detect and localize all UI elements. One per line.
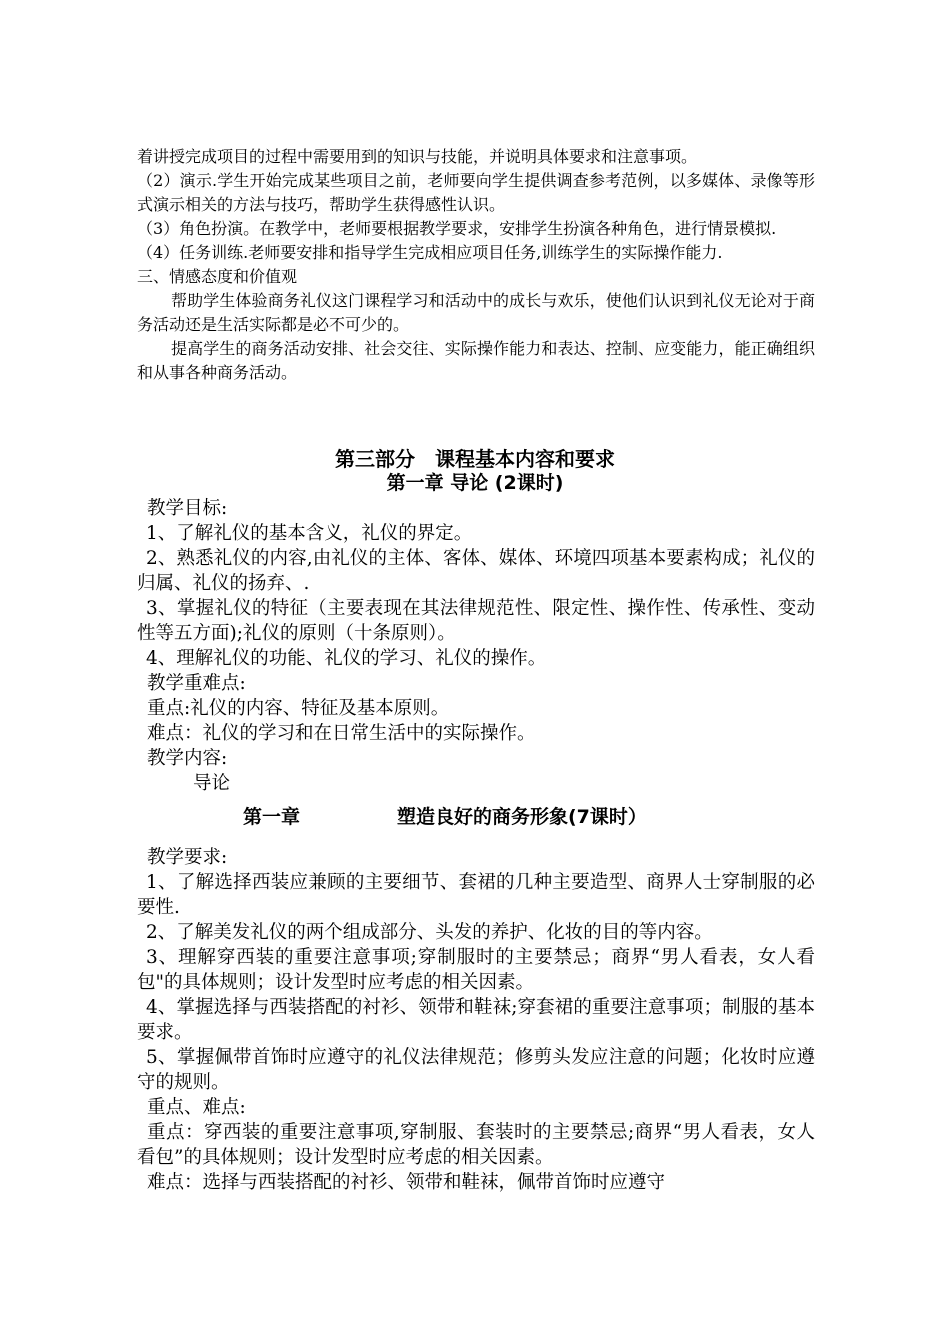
req-item-4: 4、掌握选择与西装搭配的衬衫、领带和鞋袜;穿套裙的重要注意事项；制服的基本要求。 <box>137 997 815 1043</box>
attitude-paragraph-2: 提高学生的商务活动安排、社会交往、实际操作能力和表达、控制、应变能力，能正确组织和从事各种商务活动。 <box>137 339 815 382</box>
chapter2-heading-number: 第一章 <box>243 806 301 828</box>
chapter2-heading-title: 塑造良好的商务形象(7课时） <box>397 806 647 828</box>
req-item-3: 3、理解穿西装的重要注意事项;穿制服时的主要禁忌；商界“男人看表，女人看包"的具体规则；设计发型时应考虑的相关因素。 <box>137 947 815 993</box>
content-label: 教学内容: <box>147 748 228 769</box>
chapter2-hard-point: 难点：选择与西装搭配的衬衫、领带和鞋袜，佩带首饰时应遵守 <box>147 1172 666 1193</box>
req-item-2: 2、了解美发礼仪的两个组成部分、头发的养护、化妆的目的等内容。 <box>146 922 713 943</box>
chapter1-heading: 第一章 导论 (2课时) <box>386 472 564 494</box>
intro-line-2: （2）演示.学生开始完成某些项目之前，老师要向学生提供调查参考范例，以多媒体、录像等形式演示相关的方法与技巧，帮助学生获得感性认识。 <box>137 171 815 214</box>
hard-point: 难点：礼仪的学习和在日常生活中的实际操作。 <box>147 723 536 744</box>
intro-line-1: 着讲授完成项目的过程中需要用到的知识与技能，并说明具体要求和注意事项。 <box>137 147 698 166</box>
key-point: 重点:礼仪的内容、特征及基本原则。 <box>147 698 450 719</box>
section3-title: 三、情感态度和价值观 <box>137 267 298 286</box>
content-item: 导论 <box>193 773 231 794</box>
key-difficult-label: 重点、难点: <box>147 1097 246 1118</box>
teaching-goal-label: 教学目标: <box>147 498 228 519</box>
goal-item-2: 2、熟悉礼仪的内容,由礼仪的主体、客体、媒体、环境四项基本要素构成；礼仪的归属、礼仪的扬弃、. <box>137 548 815 594</box>
part3-heading: 第三部分 课程基本内容和要求 <box>335 447 615 471</box>
chapter2-body <box>137 845 815 1195</box>
intro-line-4: （4）任务训练.老师要安排和指导学生完成相应项目任务,训练学生的实际操作能力. <box>137 243 723 262</box>
req-item-5: 5、掌握佩带首饰时应遵守的礼仪法律规范；修剪头发应注意的问题；化妆时应遵守的规则。 <box>137 1047 815 1093</box>
difficulty-label: 教学重难点: <box>147 673 246 694</box>
chapter2-key-point: 重点：穿西装的重要注意事项,穿制服、套装时的主要禁忌;商界“男人看表，女人看包”的具体规则；设计发型时应考虑的相关因素。 <box>137 1122 815 1168</box>
req-item-1: 1、了解选择西装应兼顾的主要细节、套裙的几种主要造型、商界人士穿制服的必要性. <box>137 872 815 918</box>
intro-line-3: （3）角色扮演。在教学中，老师要根据教学要求，安排学生扮演各种角色，进行情景模拟. <box>137 219 777 238</box>
goal-item-4: 4、理解礼仪的功能、礼仪的学习、礼仪的操作。 <box>146 648 547 669</box>
goal-item-1: 1、了解礼仪的基本含义，礼仪的界定。 <box>146 523 473 544</box>
chapter1-body <box>137 496 815 796</box>
goal-item-3: 3、掌握礼仪的特征（主要表现在其法律规范性、限定性、操作性、传承性、变动性等五方面);礼仪的原则（十条原则）。 <box>137 598 815 644</box>
attitude-paragraph-1: 帮助学生体验商务礼仪这门课程学习和活动中的成长与欢乐，使他们认识到礼仪无论对于商务活动还是生活实际都是必不可少的。 <box>137 291 815 334</box>
requirements-label: 教学要求: <box>147 847 228 868</box>
intro-section <box>137 145 815 385</box>
